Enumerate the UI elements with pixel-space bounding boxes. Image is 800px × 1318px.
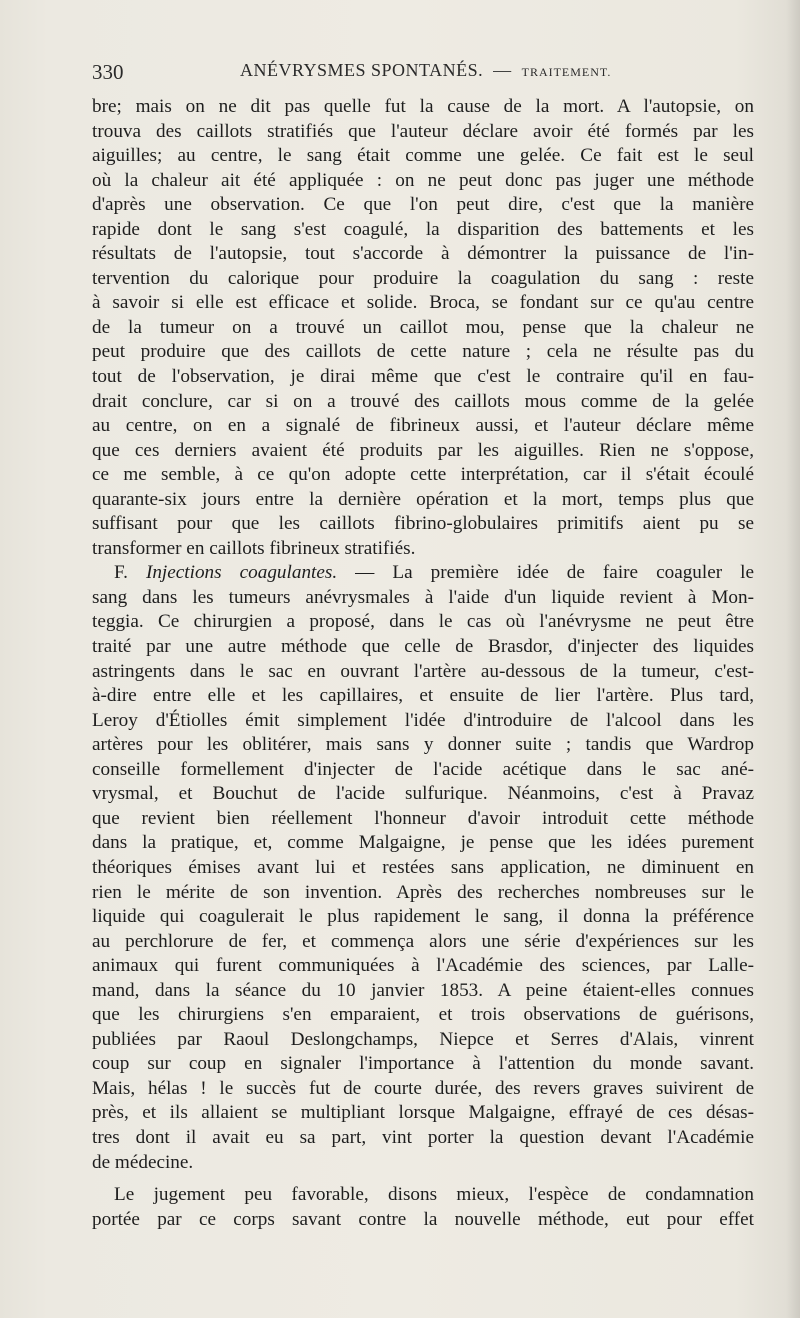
- text-line: d'après une observation. Ce que l'on peut dire, c'est que la manière: [92, 194, 754, 216]
- running-title-separator: —: [493, 60, 512, 80]
- text-line: publiées par Raoul Deslongchamps, Niepce et Serres d'Alais, vinrent: [92, 1028, 754, 1050]
- text-line: aiguilles; au centre, le sang était comme une gelée. Ce fait est le seul: [92, 145, 754, 167]
- text-line: coup sur coup en signaler l'importance à l'attention du monde savant.: [92, 1053, 754, 1075]
- text-line: vrysmal, et Bouchut de l'acide sulfurique. Néanmoins, c'est à Pravaz: [92, 783, 754, 805]
- text-line: mand, dans la séance du 10 janvier 1853. A peine étaient-elles connues: [92, 979, 754, 1001]
- text-line: que les chirurgiens s'en emparaient, et trois observations de guérisons,: [92, 1004, 754, 1026]
- text-line: que ces derniers avaient été produits par les aiguilles. Rien ne s'oppose,: [92, 439, 754, 461]
- text-line: conseille formellement d'injecter de l'acide acétique dans le sac ané-: [92, 758, 754, 780]
- text-line: rien le mérite de son invention. Après des recherches nombreuses sur le: [92, 881, 754, 903]
- text-line: tres dont il avait eu sa part, vint porter la question devant l'Académie: [92, 1126, 754, 1148]
- text-line: transformer en caillots fibrineux stratifiés.: [92, 537, 416, 559]
- heading-dash: —: [355, 562, 375, 584]
- text-line: quarante-six jours entre la dernière opération et la mort, temps plus que: [92, 488, 754, 510]
- text-line: astringents dans le sac en ouvrant l'artère au-dessous de la tumeur, c'est-: [92, 660, 754, 682]
- text-line: au centre, on en a signalé de fibrineux aussi, et l'auteur déclare même: [92, 415, 754, 437]
- text-line: dans la pratique, et, comme Malgaigne, je pense que les idées purement: [92, 832, 754, 854]
- text-line: ce me semble, à ce qu'on adopte cette interprétation, car il s'était écoulé: [92, 464, 754, 486]
- text-line: de médecine.: [92, 1151, 194, 1173]
- text-line: résultats de l'autopsie, tout s'accorde à démontrer la puissance de l'in-: [92, 243, 754, 265]
- text-line: animaux qui furent communiquées à l'Académie des sciences, par Lalle-: [92, 955, 754, 977]
- page-header: [92, 58, 752, 88]
- text-line: suffisant pour que les caillots fibrino-globulaires primitifs aient pu se: [92, 513, 754, 535]
- text-line: à savoir si elle est efficace et solide. Broca, se fondant sur ce qu'au centre: [92, 292, 754, 314]
- paragraph-1: [92, 95, 754, 561]
- running-title-main: ANÉVRYSMES SPONTANÉS.: [240, 60, 484, 80]
- page-number: 330: [92, 60, 124, 84]
- section-label: F.: [114, 562, 128, 584]
- text-line: rapide dont le sang s'est coagulé, la disparition des battements et les: [92, 218, 754, 240]
- running-title-subtitle: TRAITEMENT.: [521, 65, 612, 79]
- paragraph-2: [92, 561, 754, 1175]
- text-line: au perchlorure de fer, et commença alors une série d'expériences sur les: [92, 930, 754, 952]
- text-line: Mais, hélas ! le succès fut de courte durée, des revers graves suivirent de: [92, 1077, 754, 1099]
- text-line: traité par une autre méthode que celle de Brasdor, d'injecter des liquides: [92, 636, 754, 658]
- page-edge-shadow: [786, 0, 800, 1318]
- text-line: tervention du calorique pour produire la coagulation du sang : reste: [92, 267, 754, 289]
- text-line: liquide qui coagulerait le plus rapidement le sang, il donna la préférence: [92, 906, 754, 928]
- running-title: [240, 60, 611, 81]
- text-line: théoriques émises avant lui et restées sans application, ne diminuent en: [92, 856, 754, 878]
- text-line: artères pour les oblitérer, mais sans y donner suite ; tandis que Wardrop: [92, 734, 754, 756]
- text-line: portée par ce corps savant contre la nouvelle méthode, eut pour effet: [92, 1208, 754, 1230]
- text-line: où la chaleur ait été appliquée : on ne peut donc pas juger une méthode: [92, 169, 754, 191]
- paragraph-gap: [92, 1175, 754, 1183]
- text-line: de la tumeur on a trouvé un caillot mou, pense que la chaleur ne: [92, 316, 754, 338]
- text-line: tout de l'observation, je dirai même que c'est le contraire qu'il en fau-: [92, 366, 754, 388]
- text-line: peut produire que des caillots de cette nature ; cela ne résulte pas du: [92, 341, 754, 363]
- text-line: trouva des caillots stratifiés que l'auteur déclare avoir été formés par les: [92, 120, 754, 142]
- text-line: près, et ils allaient se multipliant lorsque Malgaigne, effrayé de ces désas-: [92, 1102, 754, 1124]
- body-text: [92, 95, 754, 1232]
- text-line: teggia. Ce chirurgien a proposé, dans le cas où l'anévrysme ne peut être: [92, 611, 754, 633]
- text-line: Le jugement peu favorable, disons mieux, l'espèce de condamnation: [114, 1184, 754, 1206]
- paragraph-3: [92, 1183, 754, 1232]
- heading-line-text: La première idée de faire coaguler le: [392, 562, 754, 584]
- text-line: sang dans les tumeurs anévrysmales à l'aide d'un liquide revient à Mon-: [92, 586, 754, 608]
- text-line: bre; mais on ne dit pas quelle fut la cause de la mort. A l'autopsie, on: [92, 96, 754, 117]
- text-line: que revient bien réellement l'honneur d'avoir introduit cette méthode: [92, 807, 754, 829]
- section-heading: Injections coagulantes.: [145, 562, 338, 584]
- section-heading-line: [92, 561, 754, 586]
- text-line: Leroy d'Étiolles émit simplement l'idée d'introduire de l'alcool dans les: [92, 709, 754, 731]
- text-line: drait conclure, car si on a trouvé des caillots mous comme de la gelée: [92, 390, 754, 412]
- text-line: à-dire entre elle et les capillaires, et ensuite de lier l'artère. Plus tard,: [92, 685, 754, 707]
